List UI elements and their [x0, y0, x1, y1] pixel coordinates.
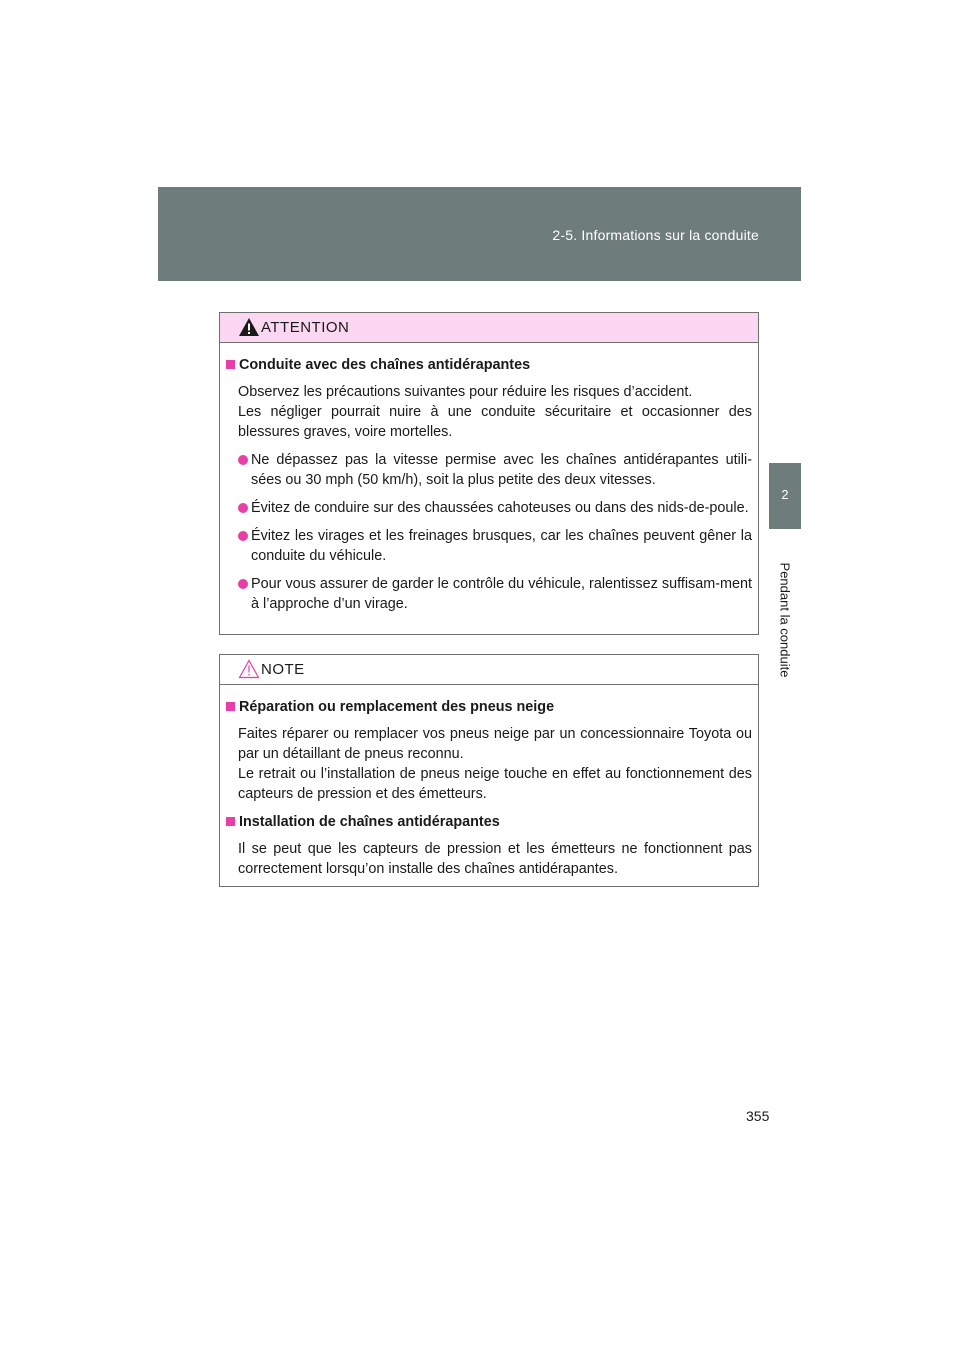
- note-line: Le retrait ou l’installation de pneus neige touche en effet au fonctionnement des capteurs de pression et des émetteurs.: [238, 766, 752, 802]
- square-bullet-icon: [226, 702, 235, 711]
- attention-intro-line: Les négliger pourrait nuire à une conduite sécuritaire et occasionner des blessures graves, voire mortelles.: [238, 404, 752, 440]
- list-item-text: Pour vous assurer de garder le contrôle du véhicule, ralentissez suffisam-ment à l’approche d’un virage.: [251, 576, 752, 612]
- list-item: [226, 450, 752, 490]
- chapter-tab: [769, 463, 801, 529]
- list-item: [226, 574, 752, 614]
- note-section-title-text: Installation de chaînes antidérapantes: [239, 814, 500, 830]
- round-bullet-icon: [238, 455, 248, 465]
- page-number: 355: [746, 1108, 770, 1124]
- list-item-text: Ne dépassez pas la vitesse permise avec les chaînes antidérapantes utili-sées ou 30 mph (50 km/h), soit la plus petite des deux vitesses.: [251, 452, 752, 488]
- round-bullet-icon: [238, 579, 248, 589]
- square-bullet-icon: [226, 360, 235, 369]
- warning-triangle-outline-icon: [238, 659, 260, 679]
- attention-bullet-list: [226, 450, 752, 614]
- note-paragraph: [238, 724, 752, 804]
- note-box: [219, 654, 759, 887]
- header-band: [158, 187, 801, 281]
- note-section-title-text: Réparation ou remplacement des pneus neige: [239, 699, 555, 715]
- section-title: 2-5. Informations sur la conduite: [552, 227, 759, 243]
- list-item: [226, 498, 752, 518]
- chapter-number: 2: [781, 487, 789, 502]
- list-item-text: Évitez les virages et les freinages brusques, car les chaînes peuvent gêner la conduite du véhicule.: [251, 528, 752, 564]
- attention-intro: [238, 382, 752, 442]
- attention-section-title-text: Conduite avec des chaînes antidérapantes: [239, 357, 531, 373]
- note-line: Faites réparer ou remplacer vos pneus neige par un concessionnaire Toyota ou par un détaillant de pneus reconnu.: [238, 726, 752, 762]
- round-bullet-icon: [238, 503, 248, 513]
- note-label: NOTE: [261, 661, 305, 678]
- warning-triangle-filled-icon: [238, 317, 260, 337]
- attention-section-title: [226, 355, 752, 375]
- chapter-title: Pendant la conduite: [777, 562, 793, 678]
- note-header: [220, 655, 758, 685]
- note-line: Il se peut que les capteurs de pression et les émetteurs ne fonctionnent pas correctement lorsqu’on installe des chaînes antidérapantes.: [238, 841, 752, 877]
- note-body: [220, 685, 758, 879]
- note-section-title: [226, 812, 752, 832]
- attention-header: [220, 313, 758, 343]
- note-section-title: [226, 697, 752, 717]
- attention-box: [219, 312, 759, 635]
- round-bullet-icon: [238, 531, 248, 541]
- attention-intro-line: Observez les précautions suivantes pour réduire les risques d’accident.: [238, 384, 693, 400]
- note-paragraph: [238, 839, 752, 879]
- note-section: [226, 697, 752, 804]
- square-bullet-icon: [226, 817, 235, 826]
- list-item-text: Évitez de conduire sur des chaussées cahoteuses ou dans des nids-de-poule.: [251, 500, 749, 516]
- note-section: [226, 812, 752, 879]
- attention-label: ATTENTION: [261, 319, 350, 336]
- attention-body: [220, 343, 758, 614]
- list-item: [226, 526, 752, 566]
